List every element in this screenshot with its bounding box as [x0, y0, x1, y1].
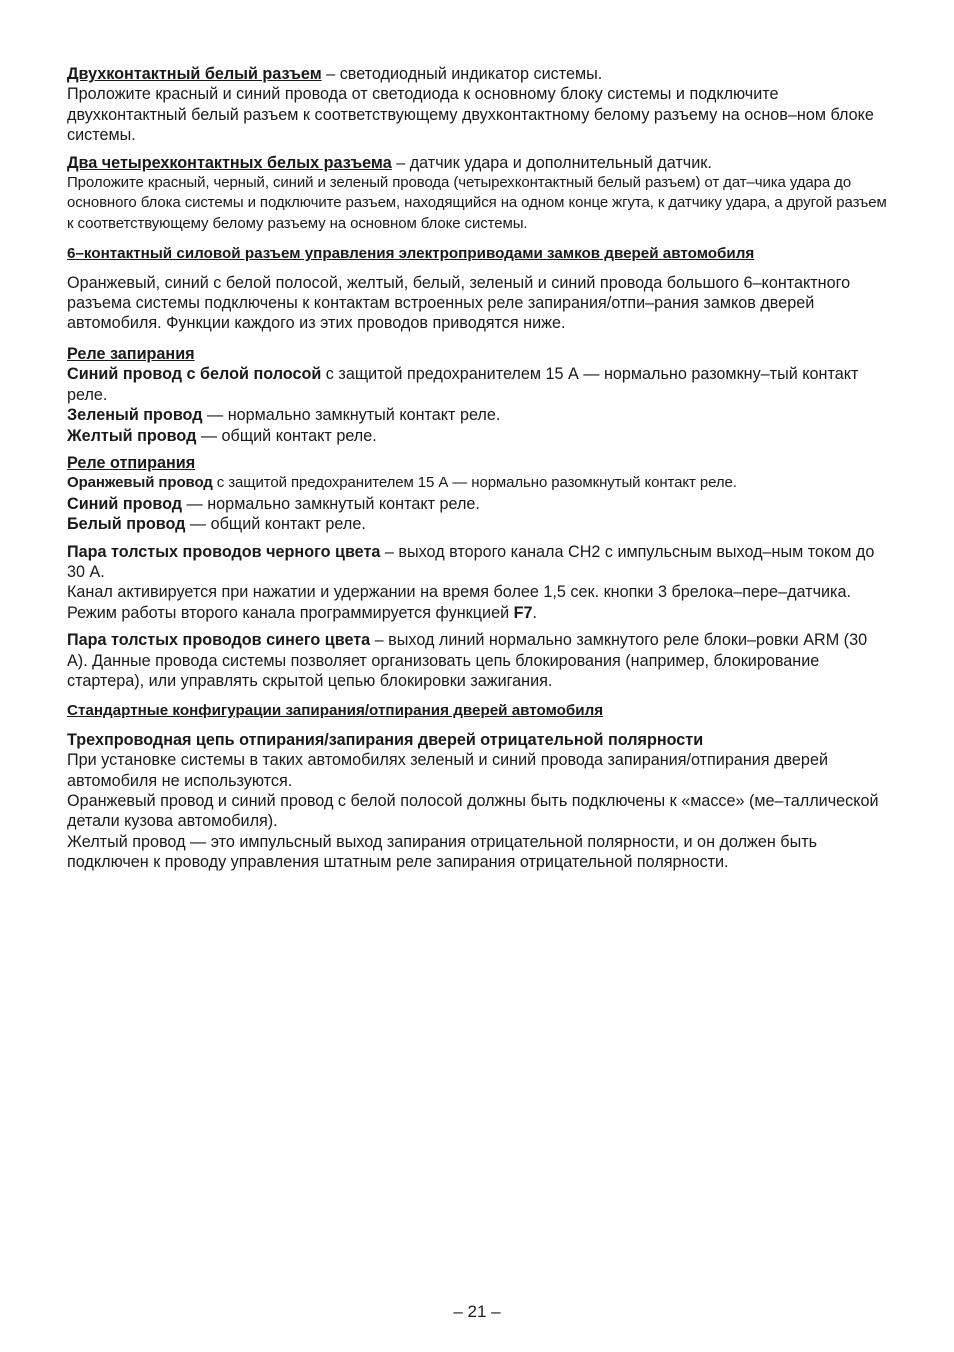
- unlock-wire-2-text: — нормально замкнутый контакт реле.: [182, 494, 480, 513]
- black-wires-line3: [67, 603, 889, 623]
- lock-wire-3-name: Желтый провод: [67, 426, 197, 445]
- lock-wire-1-text: с защитой предохранителем 15 А — нормально разомкну–тый контакт реле.: [67, 365, 859, 404]
- section-six-pin-connector: [67, 244, 889, 334]
- section-four-pin-connectors: [67, 153, 889, 235]
- unlock-wire-1-name: Оранжевый провод: [67, 474, 213, 492]
- section-standard-configs: [67, 701, 889, 872]
- section-two-pin-connector: [67, 64, 889, 146]
- page-content: [67, 64, 889, 880]
- standard-configs-heading: Стандартные конфигурации запирания/отпирания дверей автомобиля: [67, 702, 604, 720]
- section-black-wires: [67, 542, 889, 624]
- blue-wires-intro: [67, 630, 889, 691]
- function-code: F7: [513, 603, 533, 622]
- lock-relay-heading: Реле запирания: [67, 344, 195, 363]
- standard-configs-p1: При установке системы в таких автомобилях зеленый и синий провода запирания/отпирания дверей автомобиля не используются.: [67, 751, 828, 790]
- standard-configs-p3: Желтый провод — это импульсный выход запирания отрицательной полярности, и он должен быть подключен к проводу управления штатным реле запирания отрицательной полярности.: [67, 832, 818, 872]
- blue-wires-name: Пара толстых проводов синего цвета: [67, 631, 371, 650]
- unlock-wire-3-text: — общий контакт реле.: [185, 515, 366, 534]
- six-pin-text: Оранжевый, синий с белой полосой, желтый, белый, зеленый и синий провода большого 6–контактного разъема системы подключены к контактам встроенных реле запирания/отпи–рания замков дверей автомобиля. Функции каждого из этих проводов приводятся ниже.: [67, 273, 851, 333]
- unlock-wire-3: [67, 514, 889, 534]
- two-pin-intro: [67, 64, 889, 84]
- lock-wire-2-name: Зеленый провод: [67, 406, 203, 425]
- black-wires-intro: [67, 542, 889, 583]
- blue-wires-text: – выход линий нормально замкнутого реле блоки–ровки ARM (30 А). Данные провода системы позволяет организовать цепь блокирования (например, блокирование стартера), или управлять скрытой цепью блокировки зажигания.: [67, 631, 868, 690]
- standard-configs-p2: Оранжевый провод и синий провод с белой полосой должны быть подключены к «массе» (ме–таллической детали кузова автомобиля).: [67, 792, 879, 831]
- section-unlock-relay: [67, 453, 889, 535]
- black-wires-line3-text: Режим работы второго канала программируется функцией: [67, 603, 514, 622]
- black-wires-line3-end: .: [532, 603, 538, 622]
- lock-wire-1: [67, 364, 889, 405]
- page-number: – 21 –: [453, 1302, 501, 1321]
- section-blue-wires: [67, 630, 889, 691]
- unlock-wire-1: [67, 473, 889, 493]
- three-wire-subheading: Трехпроводная цепь отпирания/запирания дверей отрицательной полярности: [67, 730, 704, 749]
- section-lock-relay: [67, 344, 889, 446]
- four-pin-desc: – датчик удара и дополнительный датчик.: [391, 153, 712, 172]
- four-pin-title: Два четырехконтактных белых разъема: [67, 153, 392, 172]
- unlock-wire-3-name: Белый провод: [67, 515, 186, 534]
- unlock-wire-2: [67, 494, 889, 514]
- lock-wire-3: [67, 426, 889, 446]
- four-pin-text: Проложите красный, черный, синий и зеленый провода (четырехконтактный белый разъем) от дат–чика удара до основного блока системы и подключите разъем, находящийся на одном конце жгута, к датчику удара, а другой разъем к соответствующему белому разъему на основном блоке системы.: [67, 174, 887, 232]
- black-wires-text: – выход второго канала CH2 с импульсным выход–ным током до 30 А.: [67, 542, 875, 581]
- unlock-wire-2-name: Синий провод: [67, 494, 183, 513]
- black-wires-line2: Канал активируется при нажатии и удержании на время более 1,5 сек. кнопки 3 брелока–пере–датчика.: [67, 583, 851, 602]
- lock-wire-2: [67, 405, 889, 425]
- four-pin-intro: [67, 153, 889, 173]
- two-pin-desc: – светодиодный индикатор системы.: [321, 65, 603, 83]
- unlock-relay-heading: Реле отпирания: [67, 453, 196, 472]
- lock-wire-1-name: Синий провод с белой полосой: [67, 365, 322, 384]
- unlock-wire-1-text: с защитой предохранителем 15 А — нормально разомкнутый контакт реле.: [212, 474, 737, 492]
- lock-wire-3-text: — общий контакт реле.: [196, 426, 377, 445]
- two-pin-title: Двухконтактный белый разъем: [67, 65, 322, 83]
- two-pin-text: Проложите красный и синий провода от светодиода к основному блоку системы и подключите двухконтактный белый разъем к соответствующему двухконтактному белому разъему на основ–ном блоке системы.: [67, 85, 874, 145]
- black-wires-name: Пара толстых проводов черного цвета: [67, 542, 381, 561]
- six-pin-heading: 6–контактный силовой разъем управления электроприводами замков дверей автомобиля: [67, 245, 755, 263]
- lock-wire-2-text: — нормально замкнутый контакт реле.: [202, 406, 501, 425]
